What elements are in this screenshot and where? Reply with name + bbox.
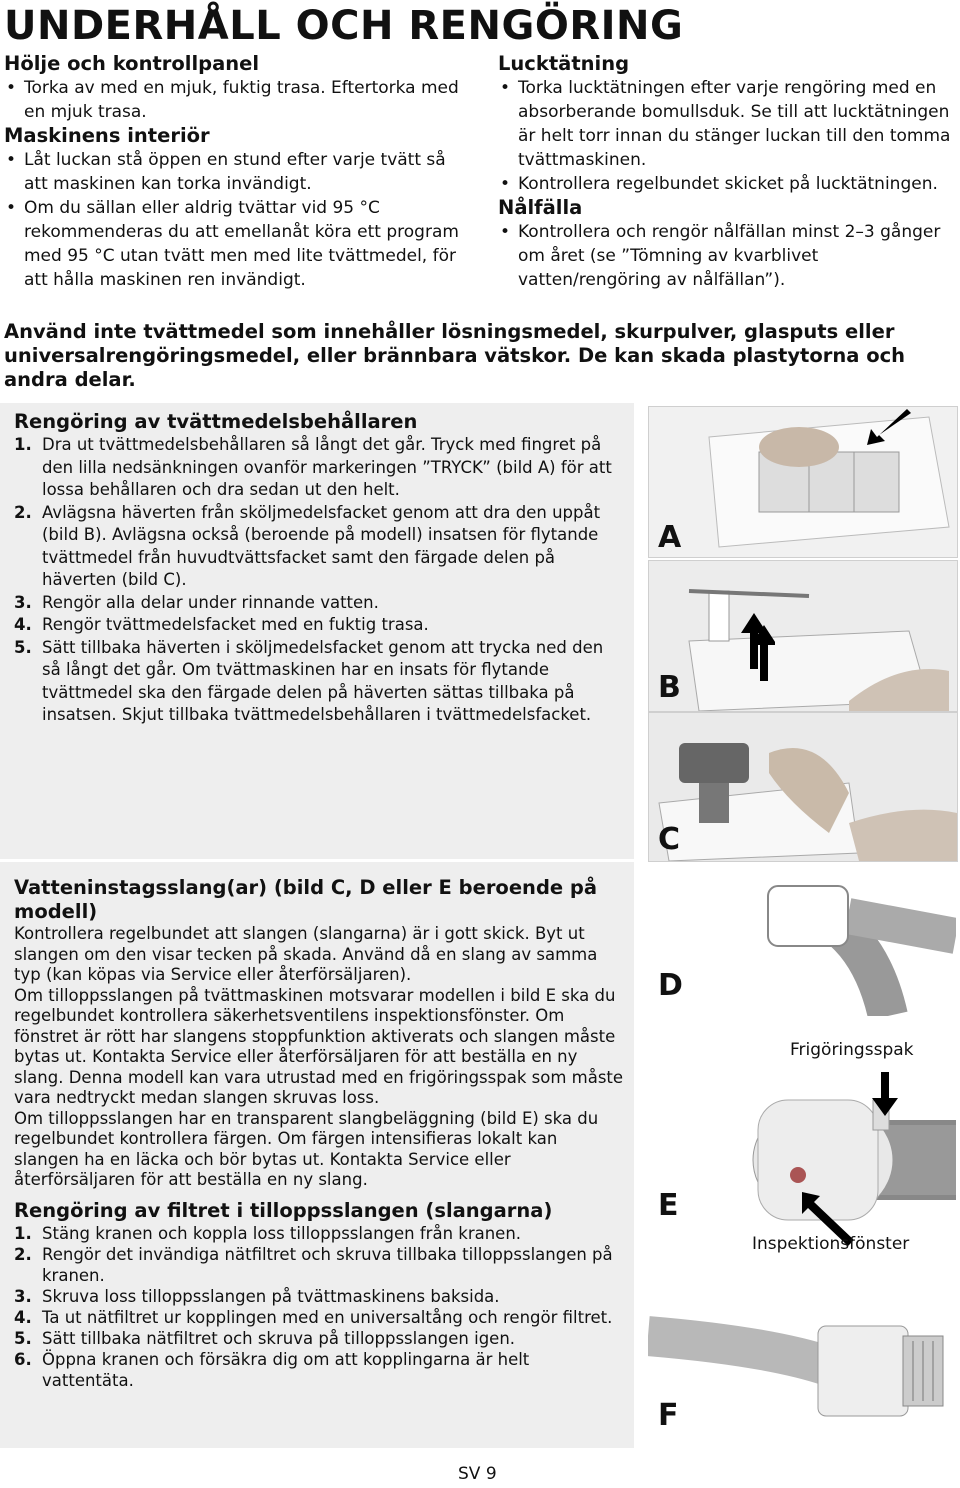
section-heading: Lucktätning <box>498 52 630 75</box>
inspection-window-label: Inspektionsfönster <box>752 1234 910 1254</box>
step-text: Stäng kranen och koppla loss tilloppsslangen från kranen. <box>42 1223 522 1243</box>
detergent-insert-image <box>649 713 957 861</box>
list-item: • Låt luckan stå öppen en stund efter varje tvätt så att maskinen kan torka invändigt. <box>4 148 466 196</box>
step-number: 2. <box>14 1244 32 1264</box>
list-item <box>14 1223 626 1244</box>
list-item: • Om du sällan eller aldrig tvättar vid 95 °C rekommenderas du att emellanåt köra ett program med 95 °C utan tvätt men med lite tvättmedel, för att hålla maskinen ren invändigt. <box>4 196 466 292</box>
figure-label-c: C <box>658 822 681 857</box>
list-item <box>14 1307 626 1328</box>
photo-b <box>648 560 958 712</box>
list-item: • Kontrollera och rengör nålfällan minst 2–3 gånger om året (se ”Tömning av kvarblivet vatten/rengöring av nålfällan”). <box>498 220 956 292</box>
list-item <box>14 1244 626 1286</box>
step-text: Rengör tvättmedelsfacket med en fuktig trasa. <box>42 615 429 634</box>
step-number: 4. <box>14 1307 32 1327</box>
list-item <box>14 1349 626 1391</box>
inlet-hose-image <box>648 866 956 1016</box>
dispenser-section <box>14 410 626 727</box>
figure-label-f: F <box>658 1398 679 1433</box>
list-item <box>14 614 626 637</box>
step-text: Skruva loss tilloppsslangen på tvättmaskinens baksida. <box>42 1286 500 1306</box>
step-text: Dra ut tvättmedelsbehållaren så långt det går. Tryck med fingret på den lilla nedsänkningen ovanför markeringen ”TRYCK” (bild A) för att lossa behållaren och dra sedan ut den helt. <box>42 435 612 499</box>
photo-a <box>648 406 958 558</box>
page-title: UNDERHÅLL OCH RENGÖRING <box>4 3 684 49</box>
step-number: 5. <box>14 1328 32 1348</box>
release-lever-label: Frigöringsspak <box>790 1040 914 1060</box>
step-number: 4. <box>14 615 32 634</box>
arrow-up-icon <box>745 623 775 683</box>
paragraph: Kontrollera regelbundet att slangen (slangarna) är i gott skick. Byt ut slangen om den visar tecken på skada. Använd då en slang av samma typ (kan köpas via Service eller återförsäljaren). <box>14 924 598 984</box>
list-item <box>14 502 626 592</box>
step-number: 6. <box>14 1349 32 1369</box>
list-item: • Torka lucktätningen efter varje rengöring med en absorberande bomullsduk. Se till att lucktätningen är helt torr innan du stänger luckan till den tomma tvättmaskinen. <box>498 76 956 172</box>
step-text: Sätt tillbaka nätfiltret och skruva på tilloppsslangen igen. <box>42 1328 516 1348</box>
step-text: Sätt tillbaka häverten i sköljmedelsfacket genom att trycka ned den så långt det går. Om tvättmaskinen har en insats för flytande tvättmedel ska den färgade delen på häverten sättas tillbaka på insatsen. Skjut tillbaka tvättmedelsbehållaren i tvättmedelsfacket. <box>42 637 604 724</box>
section-heading: Vatteninstagsslang(ar) (bild C, D eller E beroende på modell) <box>14 876 598 923</box>
section-heading: Hölje och kontrollpanel <box>4 52 260 75</box>
photo-d <box>648 866 956 1016</box>
step-number: 2. <box>14 502 32 522</box>
photo-f <box>648 1296 956 1446</box>
step-number: 5. <box>14 637 32 657</box>
list-item <box>14 1286 626 1307</box>
step-number: 3. <box>14 592 32 612</box>
section-heading: Rengöring av filtret i tilloppsslangen (slangarna) <box>14 1198 553 1222</box>
warning-text: Använd inte tvättmedel som innehåller lösningsmedel, skurpulver, glasputs eller universalrengöringsmedel, eller brännbara vätskor. De kan skada plastytorna och andra delar. <box>4 320 906 391</box>
right-column <box>498 52 956 292</box>
step-text: Rengör alla delar under rinnande vatten. <box>42 592 379 612</box>
arrow-icon <box>859 407 919 447</box>
step-text: Öppna kranen och försäkra dig om att kopplingarna är helt vattentäta. <box>42 1349 530 1390</box>
list-item <box>14 434 626 502</box>
step-number: 1. <box>14 435 32 454</box>
photo-c <box>648 712 958 862</box>
section-heading: Maskinens interiör <box>4 124 210 147</box>
page-number: SV 9 <box>458 1464 497 1484</box>
figure-label-b: B <box>658 670 681 705</box>
hose-section <box>14 876 626 1391</box>
filter-hose-image <box>648 1296 956 1446</box>
list-item: • Torka av med en mjuk, fuktig trasa. Eftertorka med en mjuk trasa. <box>4 76 466 124</box>
step-text: Avlägsna häverten från sköljmedelsfacket genom att dra den uppåt (bild B). Avlägsna också (beroende på modell) insatsen för flytande tvättmedel från huvudtvättsfacket samt den färgade delen på häverten (bild C). <box>42 502 601 589</box>
step-number: 3. <box>14 1286 32 1306</box>
paragraph: Om tilloppsslangen på tvättmaskinen motsvarar modellen i bild E ska du regelbundet kontrollera säkerhetsventilens inspektionsfönster. Om fönstret är rött har slangens stoppfunktion aktiverats och slangen måste bytas ut. Kontakta Service eller återförsäljaren för att beställa en ny slang. Denna modell kan vara utrustad med en frigöringsspak som måste vara nedtryckt medan slangen skruvas loss. <box>14 985 624 1107</box>
arrow-down-icon <box>870 1070 900 1118</box>
left-column <box>4 52 466 292</box>
section-heading: Nålfälla <box>498 196 583 219</box>
list-item: • Kontrollera regelbundet skicket på lucktätningen. <box>498 172 956 196</box>
figure-label-d: D <box>658 968 683 1003</box>
siphon-image <box>649 561 957 711</box>
list-item <box>14 592 626 615</box>
list-item <box>14 1328 626 1349</box>
figure-label-a: A <box>658 520 682 555</box>
photo-e <box>648 1070 956 1250</box>
step-text: Rengör det invändiga nätfiltret och skruva tillbaka tilloppsslangen på kranen. <box>42 1244 613 1285</box>
step-text: Ta ut nätfiltret ur kopplingen med en universaltång och rengör filtret. <box>42 1307 613 1327</box>
list-item <box>14 637 626 727</box>
figure-label-e: E <box>658 1188 679 1223</box>
paragraph: Om tilloppsslangen har en transparent slangbeläggning (bild E) ska du regelbundet kontrollera färgen. Om färgen intensifieras lokalt kan slangen ha en läcka och bör bytas ut. Kontakta Service eller återförsäljaren för att beställa en ny slang. <box>14 1108 599 1189</box>
step-number: 1. <box>14 1223 32 1243</box>
section-heading: Rengöring av tvättmedelsbehållaren <box>14 410 418 433</box>
